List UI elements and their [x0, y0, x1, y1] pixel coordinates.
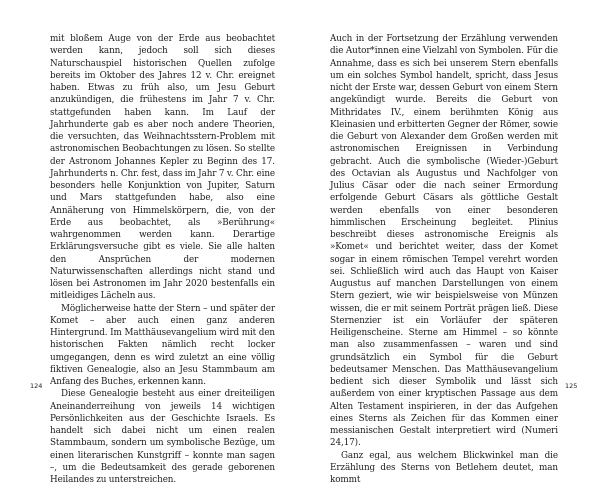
paragraph: Auch in der Fortsetzung der Erzählung verwenden die Autor*innen eine Vielzahl von Symbolen. Für die Annahme, dass es sich bei unserem Stern ebenfalls um ein solches Symbol handelt, spricht, dass Jesus nicht der Erste war, dessen Geburt von einem Stern angekündigt wurde. Bereits die Geburt von Mithridates IV., einem berühmten König aus Kleinasien und erbitterten Gegner der Römer, sowie die Geburt von Alexander dem Großen werden mit astronomischen Ereignissen in Verbindung gebracht. Auch die symbolische (Wieder-)Geburt des Octavian als Augustus und Nachfolger von Julius Cäsar oder die nach seiner Ermordung erfolgende Geburt Cäsars als göttliche Gestalt werden ebenfalls von einer besonderen himmlischen Erscheinung begleitet. Plinius beschreibt dieses astronomische Ereignis als »Komet« und berichtet weiter, dass der Komet sogar in einem römischen Tempel verehrt worden sei. Schließlich wird auch das Haupt von Kaiser Augustus auf manchen Darstellungen von einem Stern geziert, wie wir beispielsweise von Münzen wissen, die er mit seinem Porträt prägen ließ. Diese Sternenzier ist ein Vorläufer der späteren Heiligenscheine. Sterne am Himmel – so könnte man also zusammenfassen – waren und sind grundsätzlich ein Symbol für die Geburt bedeutsamer Menschen. Das Matthäusevangelium bedient sich dieser Symbolik und lässt sich außerdem von einer kryptischen Passage aus dem Alten Testament inspirieren, in der das Aufgehen eines Sterns als Zeichen für das Kommen einer messianischen Gestalt interpretiert wird (Numeri 24,17).	[330, 33, 558, 450]
right-page-text	[330, 33, 558, 486]
left-page-text	[50, 33, 275, 486]
paragraph: Möglicherweise hatte der Stern – und später der Komet – aber auch einen ganz anderen Hintergrund. Im Matthäusevangelium wird mit den historischen Fakten nämlich recht locker umgegangen, denn es wird zuletzt an eine völlig fiktiven Genealogie, also an Jesu Stammbaum am Anfang des Buches, erkennen kann.	[50, 303, 275, 389]
paragraph: Diese Genealogie besteht aus einer dreiteiligen Aneinanderreihung von jeweils 14 wichtigen Persönlichkeiten aus der Geschichte Israels. Es handelt sich dabei nicht um einen realen Stammbaum, sondern um symbolische Bezüge, um einen literarischen Kunstgriff – konnte man sagen –, um die Bedeutsamkeit des gerade geborenen Heilandes zu unterstreichen.	[50, 388, 275, 486]
right-page-number: 125	[565, 382, 577, 390]
left-page-number: 124	[30, 382, 42, 390]
paragraph: Ganz egal, aus welchem Blickwinkel man die Erzählung des Sterns von Betlehem deutet, man kommt	[330, 450, 558, 486]
paragraph: mit bloßem Auge von der Erde aus beobachtet werden kann, jedoch soll sich dieses Naturschauspiel historischen Quellen zufolge bereits im Oktober des Jahres 12 v. Chr. ereignet haben. Etwas zu früh also, um Jesu Geburt anzukündigen, die frühestens im Jahr 7 v. Chr. stattgefunden haben kann. Im Lauf der Jahrhunderte gab es aber noch andere Theorien, die versuchten, das Weihnachtsstern-Problem mit astronomischen Beobachtungen zu lösen. So stellte der Astronom Johannes Kepler zu Beginn des 17. Jahrhunderts n. Chr. fest, dass im Jahr 7 v. Chr. eine besonders helle Konjunktion von Jupiter, Saturn und Mars stattgefunden habe, also eine Annäherung von Himmelskörpern, die, von der Erde aus beobachtet, als »Berührung« wahrgenommen werden kann. Derartige Erklärungsversuche gibt es viele. Sie alle halten den Ansprüchen der modernen Naturwissenschaften allerdings nicht stand und lösen bei Astronomen im Jahr 2020 bestenfalls ein mitleidiges Lächeln aus.	[50, 33, 275, 303]
